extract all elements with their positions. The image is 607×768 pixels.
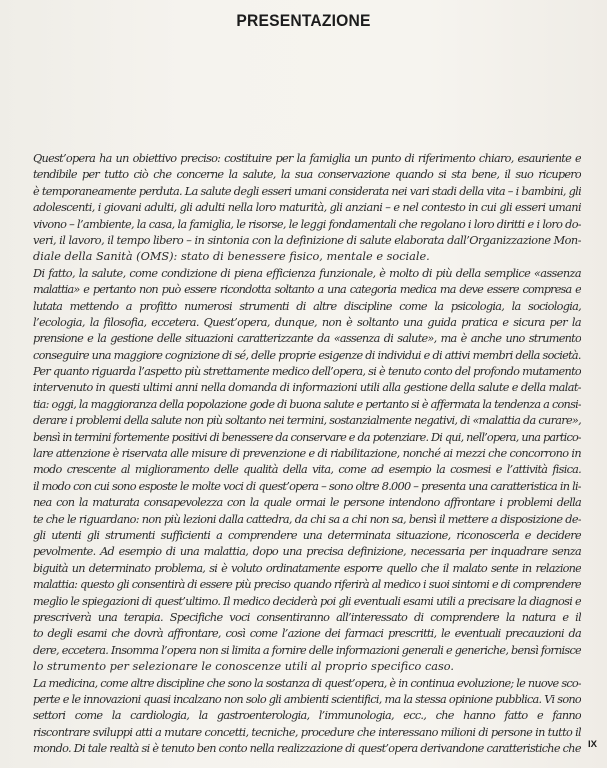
- text-line: derare i problemi della salute non più soltanto nei termini, sostanzialmente negativi, di «malattia da curare»,: [33, 414, 581, 428]
- text-line: il modo con cui sono esposte le molte voci di quest’opera – sono oltre 8.000 – presenta una caratteristica in li-: [33, 479, 581, 493]
- text-line: pevolmente. Ad esempio di una malattia, dopo una precisa definizione, necessaria per inquadrare senza: [33, 545, 581, 559]
- text-line: riscontrare sviluppi atti a mutare concetti, tecniche, procedure che interessano milioni di persone in tutto il: [33, 725, 581, 739]
- text-line: La medicina, come altre discipline che sono la sostanza di quest’opera, è in continua evoluzione; le nuove sco-: [33, 676, 581, 690]
- text-line: conseguire una maggiore cognizione di sé, delle proprie esigenze di individui e di attivi membri della società.: [33, 348, 581, 362]
- text-line: lutata mettendo a profitto numerosi strumenti di altre discipline come la psicologia, la sociologia,: [33, 299, 581, 313]
- text-line: veri, il lavoro, il tempo libero – in sintonia con la definizione di salute elaborata dall’Organizzazione Mon-: [33, 233, 581, 247]
- text-line: mondo. Di tale realtà si è tenuto ben conto nella realizzazione di quest’opera derivandone caratteristiche che: [33, 742, 581, 756]
- text-line: tendibile per tutto ciò che concerne la salute, la sua conservazione quando si sta bene, il suo ricupero: [33, 168, 581, 182]
- text-line: malattia: questo gli consentirà di essere più preciso quando riferirà al medico i suoi sintomi e di comprendere: [33, 578, 581, 592]
- text-line: Quest’opera ha un obiettivo preciso: costituire per la famiglia un punto di riferimento chiaro, esauriente e: [33, 152, 581, 165]
- text-line: diale della Sanità (OMS): stato di benessere fisico, mentale e sociale.: [33, 250, 430, 264]
- text-line: tia: oggi, la maggioranza della popolazione gode di buona salute e pertanto si è affermata la tendenza a consi-: [33, 397, 581, 411]
- paragraph: [33, 151, 581, 266]
- paragraph: [33, 676, 581, 758]
- text-line: malattia» e pertanto non può essere ricondotta soltanto a una categoria medica ma deve essere compresa e: [33, 283, 581, 297]
- paragraph: [33, 364, 581, 675]
- text-line: dere, eccetera. Insomma l’opera non si limita a fornire delle informazioni generali e generiche, bensì fornisce: [33, 643, 581, 657]
- text-line: adolescenti, i giovani adulti, gli adulti nella loro maturità, gli anziani – e nel contesto in cui gli esseri umani: [33, 201, 581, 215]
- text-line: Per quanto riguarda l’aspetto più strettamente medico dell’opera, si è tenuto conto del profondo mutamento: [33, 365, 581, 379]
- text-line: prensione e la gestione delle situazioni caratterizzante da «assenza di salute», ma è anche uno strumento: [33, 332, 581, 346]
- text-line: intervenuto in questi ultimi anni nella domanda di informazioni utili alla gestione della salute e della malat-: [33, 381, 581, 395]
- text-line: gli utenti gli strumenti sufficienti a comprendere una determinata situazione, riconoscerla e decidere: [33, 528, 581, 542]
- text-line: settori come la cardiologia, la gastroenterologia, l’immunologia, ecc., che hanno fatto e fanno: [33, 709, 581, 723]
- text-line: Di fatto, la salute, come condizione di piena efficienza funzionale, è molto di più della semplice «assenza: [33, 266, 581, 280]
- text-line: meglio le spiegazioni di quest’ultimo. Il medico deciderà poi gli eventuali esami utili a precisare la diagnosi e: [33, 594, 581, 608]
- text-line: l’ecologia, la filosofia, eccetera. Quest’opera, dunque, non è soltanto una guida pratica e sicura per la: [33, 315, 581, 329]
- text-line: nea con la maturata consapevolezza con la quale ormai le persone intendono affrontare i problemi della: [33, 496, 581, 510]
- body-text: [33, 151, 581, 757]
- text-line: modo crescente al miglioramento delle qualità della vita, come ad esempio la cosmesi e l’attività fisica.: [33, 463, 581, 477]
- text-line: te che le riguardano: non più lezioni dalla cattedra, da chi sa a chi non sa, bensì il mettere a disposizione de-: [33, 512, 581, 526]
- text-line: è temporaneamente perduta. La salute degli esseri umani considerata nei vari stadi della vita – i bambini, gli: [33, 184, 581, 198]
- text-line: perte e le innovazioni quasi incalzano non solo gli ambienti scientifici, ma la stessa opinione pubblica. Vi sono: [33, 692, 581, 706]
- page-number: IX: [588, 739, 597, 750]
- text-line: prescriverà una terapia. Specifiche voci consentiranno all’interessato di comprendere la natura e il: [33, 610, 581, 624]
- text-line: biguità un determinato problema, si è voluto ordinatamente esporre quello che il malato sente in relazione: [33, 561, 581, 575]
- text-line: vivono – l’ambiente, la casa, la famiglia, le risorse, le leggi fondamentali che regolano i loro diritti e i loro do-: [33, 217, 581, 231]
- text-line: lare attenzione è riservata alle misure di prevenzione e di riabilitazione, nonché ai mezzi che concorrono in: [33, 447, 581, 461]
- text-line: lo strumento per selezionare le conoscenze utili al proprio specifico caso.: [33, 660, 454, 674]
- text-line: bensì in termini fortemente positivi di benessere da conservare e da potenziare. Di qui, nell’opera, una partico-: [33, 430, 581, 444]
- paragraph: [33, 266, 581, 364]
- text-line: to degli esami che dovrà affrontare, così come l’azione dei farmaci prescritti, le eventuali precauzioni da: [33, 627, 581, 641]
- page-title: PRESENTAZIONE: [236, 11, 371, 30]
